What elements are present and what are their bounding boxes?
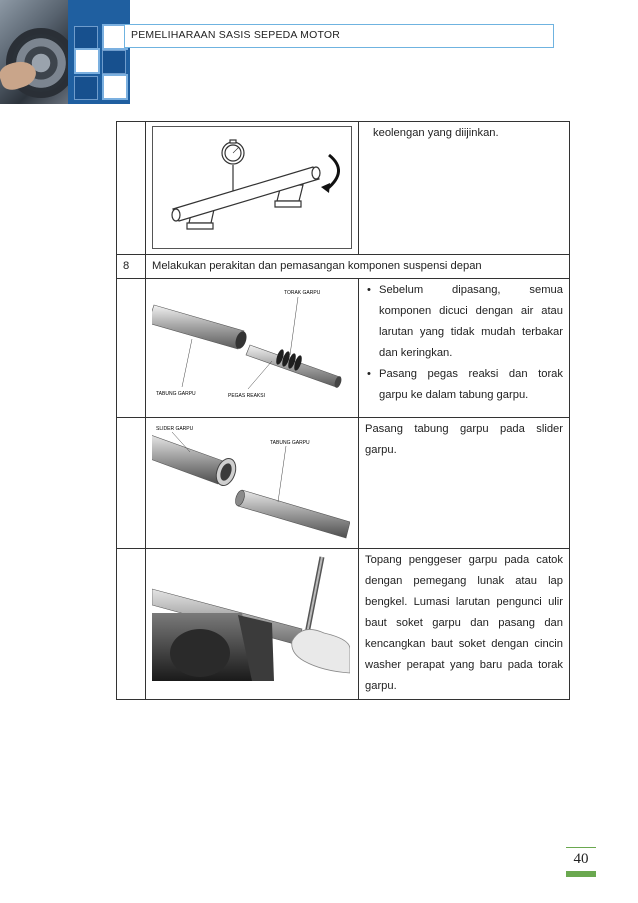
vise-figure xyxy=(152,553,352,681)
header-photo xyxy=(0,0,70,104)
step-number: 8 xyxy=(117,255,146,279)
label-tabung-garpu: TABUNG GARPU xyxy=(270,440,310,446)
header-title: PEMELIHARAAN SASIS SEPEDA MOTOR xyxy=(131,29,341,41)
instruction-text: keolengan yang diijinkan. xyxy=(373,127,499,139)
fork-parts-drawing xyxy=(152,283,350,407)
figure-cell xyxy=(146,279,359,418)
fork-parts-figure xyxy=(152,283,352,407)
procedure-table xyxy=(116,121,570,700)
number-cell xyxy=(117,418,146,549)
instruction-cell xyxy=(359,418,570,549)
slider-figure xyxy=(152,422,352,540)
table-row xyxy=(117,255,570,279)
table-row xyxy=(117,549,570,700)
label-torak-garpu: TORAK GARPU xyxy=(284,290,321,296)
instruction-text: Topang penggeser garpu pada catok dengan pemegang lunak atau lap bengkel. Lumasi larutan pengunci ulir baut soket garpu dan pasang dan kencangkan baut soket dengan cincin washer perapat yang baru pada torak garpu. xyxy=(365,554,563,692)
table-row xyxy=(117,279,570,418)
number-cell xyxy=(117,549,146,700)
number-cell xyxy=(117,122,146,255)
instruction-cell xyxy=(359,549,570,700)
instruction-bullets xyxy=(365,280,563,406)
step-title: Melakukan perakitan dan pemasangan komponen suspensi depan xyxy=(146,255,570,279)
figure-cell xyxy=(146,418,359,549)
header-tile xyxy=(74,26,98,50)
instruction-cell xyxy=(359,122,570,255)
table-row xyxy=(117,418,570,549)
table-row xyxy=(117,122,570,255)
instruction-text: Pasang tabung garpu pada slider garpu. xyxy=(365,423,563,456)
dial-gauge-figure xyxy=(152,126,352,249)
figure-cell xyxy=(146,549,359,700)
slider-drawing xyxy=(152,422,350,540)
header-tile xyxy=(74,48,100,74)
page-number-rule xyxy=(566,847,596,848)
header-tile xyxy=(102,50,126,74)
page-number: 40 xyxy=(573,851,589,867)
label-slider-garpu: SLIDER GARPU xyxy=(156,426,194,432)
page-number-bar xyxy=(566,871,596,877)
figure-cell xyxy=(146,122,359,255)
header-tile-pattern xyxy=(68,0,130,104)
label-pegas-reaksi: PEGAS REAKSI xyxy=(228,393,265,399)
header-tile xyxy=(102,74,128,100)
dial-gauge-drawing xyxy=(153,127,351,248)
instruction-cell xyxy=(359,279,570,418)
bullet-item: • Pasang pegas reaksi dan torak garpu ke dalam tabung garpu. xyxy=(377,364,563,406)
label-tabung-garpu: TABUNG GARPU xyxy=(156,391,196,397)
header-title-box xyxy=(124,24,554,48)
number-cell xyxy=(117,279,146,418)
vise-drawing xyxy=(152,553,350,681)
header-tile xyxy=(74,76,98,100)
bullet-item: • Sebelum dipasang, semua komponen dicuci dengan air atau larutan yang tidak mudah terbakar dan keringkan. xyxy=(377,280,563,364)
